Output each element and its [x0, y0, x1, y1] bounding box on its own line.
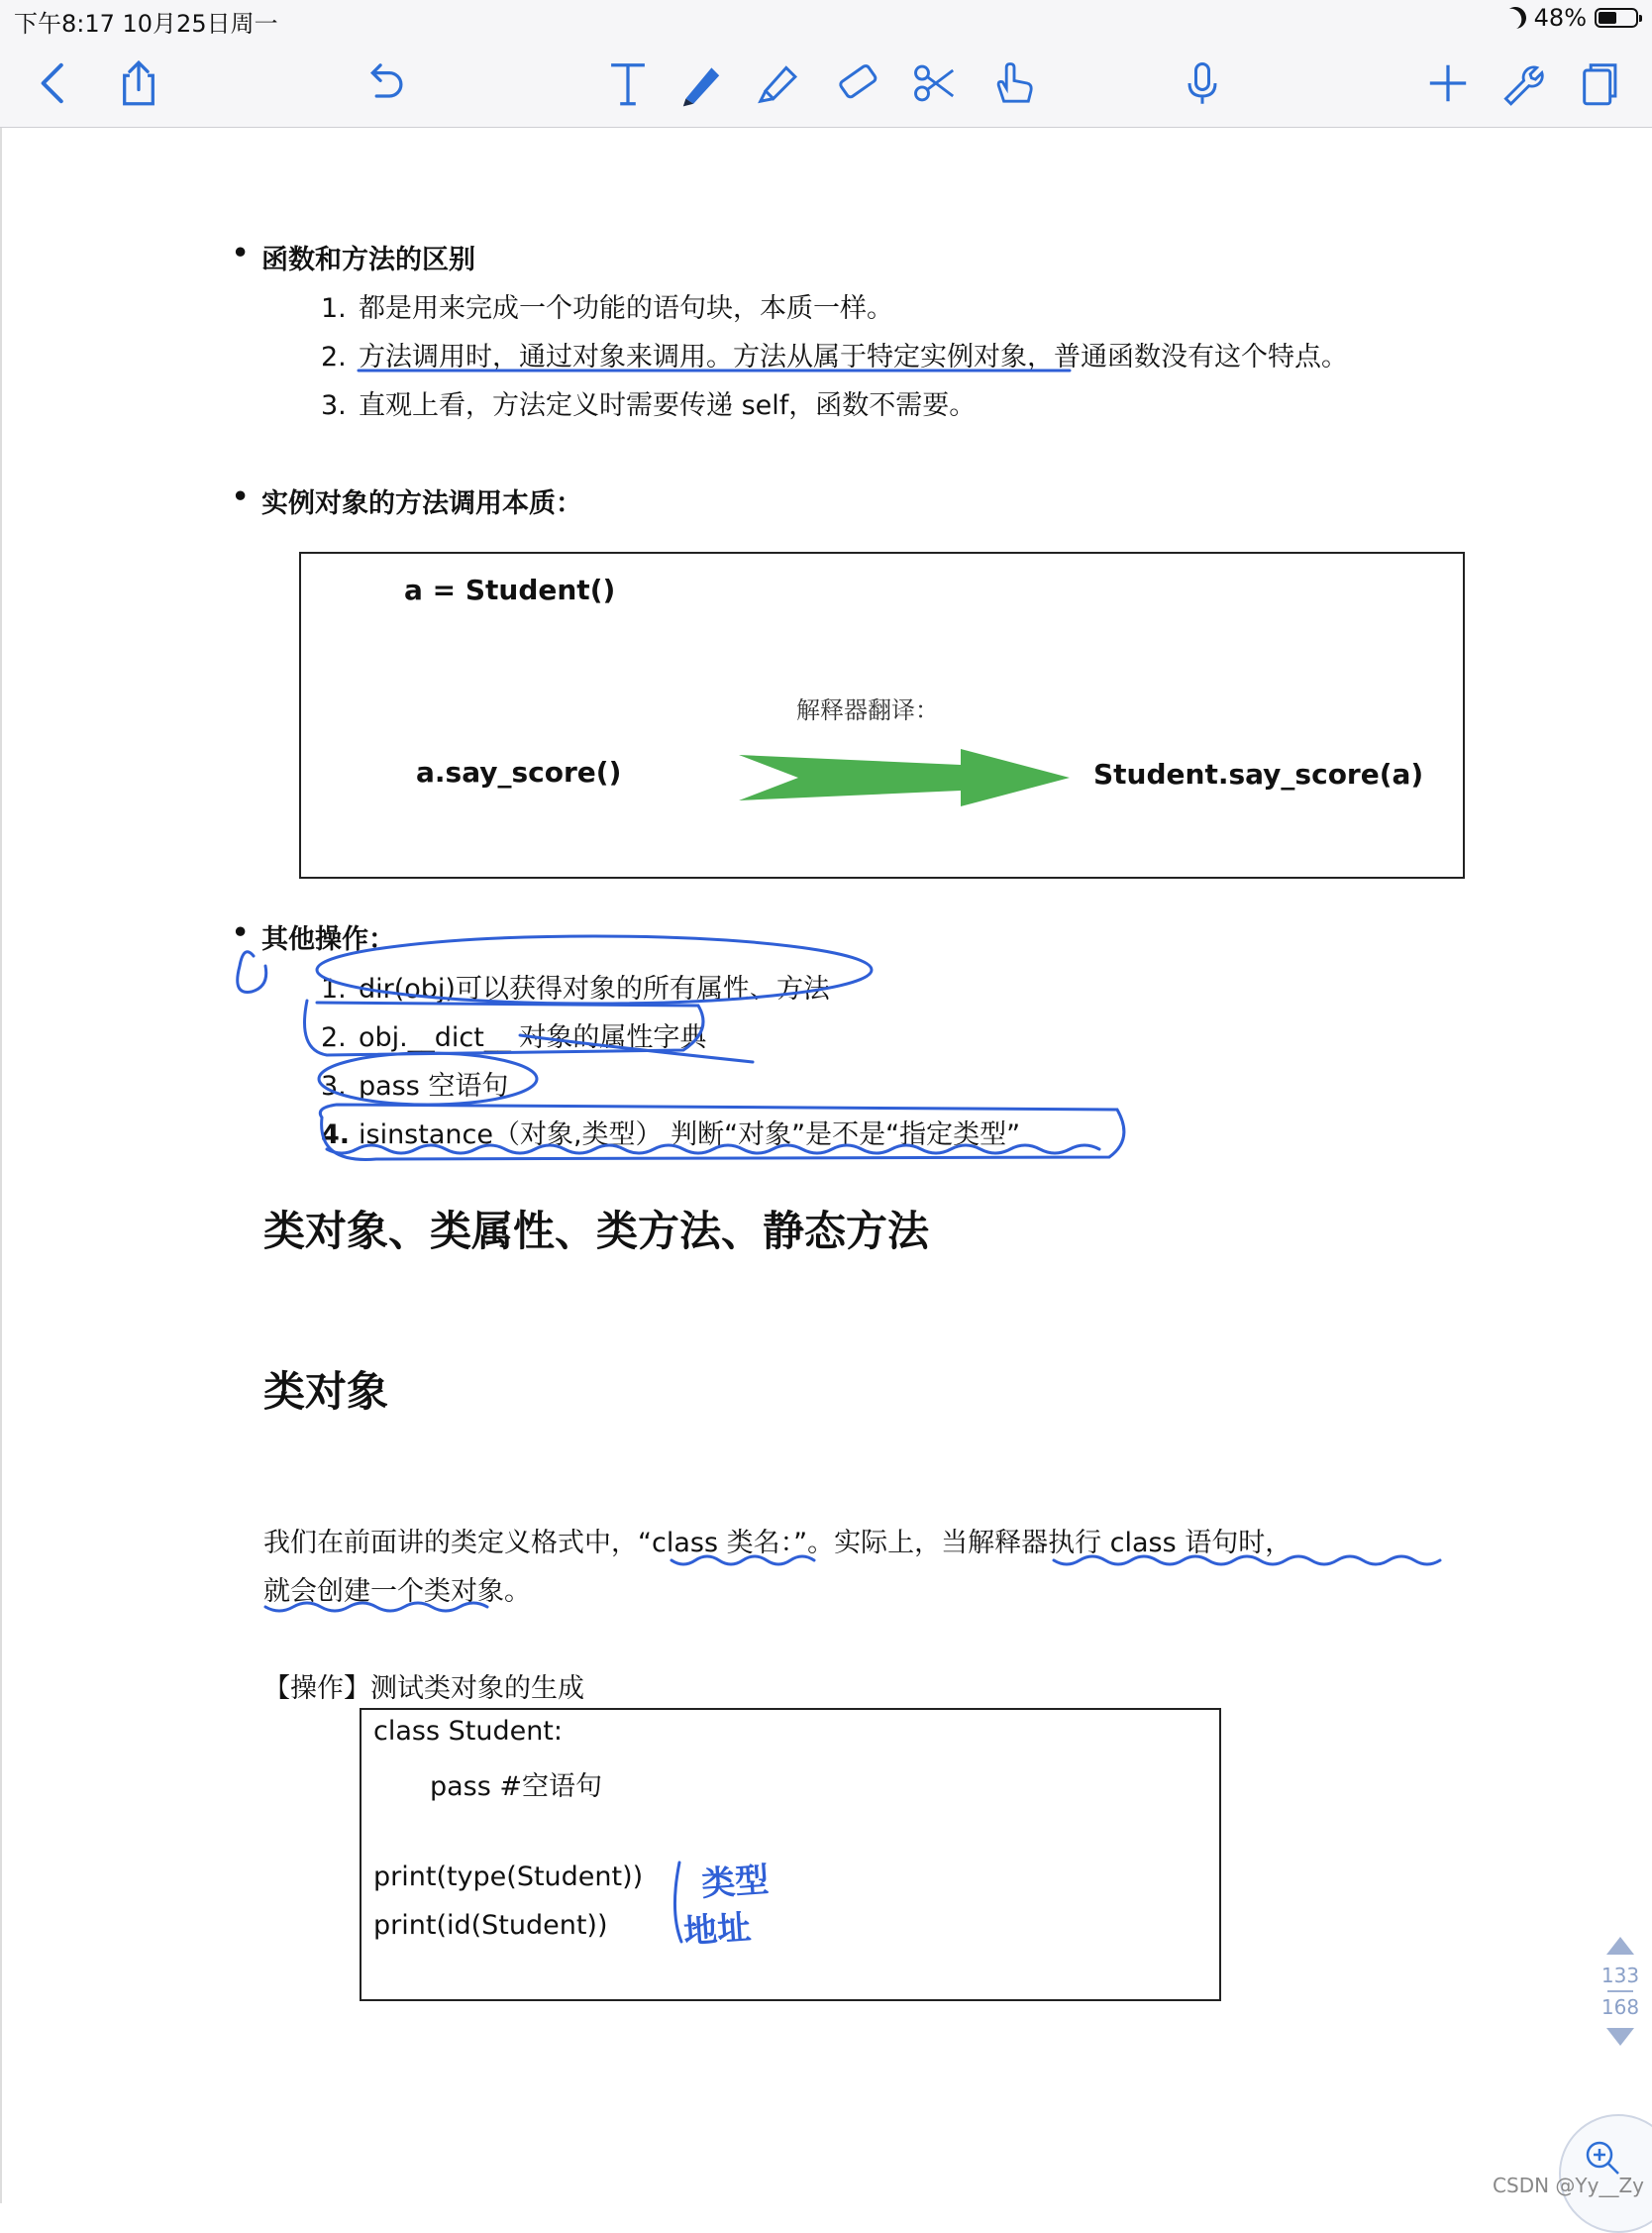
list-item: 1. 都是用来完成一个功能的语句块，本质一样。	[321, 293, 893, 324]
code-instance-creation: a = Student()	[404, 574, 616, 606]
zoom-in-icon	[1583, 2138, 1622, 2178]
current-page-number: 133	[1600, 1964, 1640, 1987]
handwritten-note: 地址	[681, 1907, 753, 1953]
page-indicator[interactable]	[1600, 1937, 1640, 2046]
code-line: print(type(Student))	[373, 1861, 644, 1892]
settings-wrench-icon[interactable]	[1492, 53, 1551, 113]
battery-icon	[1595, 8, 1638, 28]
watermark: CSDN @Yy__Zy	[1493, 2174, 1644, 2197]
undo-icon[interactable]	[355, 53, 414, 113]
pages-icon[interactable]	[1569, 53, 1628, 113]
share-icon[interactable]	[109, 53, 168, 113]
pen-icon[interactable]	[671, 53, 731, 113]
list-item: 4. isinstance（对象,类型） 判断“对象”是不是“指定类型”	[321, 1119, 1021, 1150]
page-up-icon[interactable]	[1606, 1937, 1634, 1955]
code-line: pass #空语句	[430, 1771, 603, 1802]
back-icon[interactable]	[24, 53, 83, 113]
list-item: 2. obj.__dict__ 对象的属性字典	[321, 1022, 707, 1053]
status-bar	[0, 0, 1652, 40]
text-tool-icon[interactable]	[598, 53, 658, 113]
list-item: 3. 直观上看，方法定义时需要传递 self，函数不需要。	[321, 390, 977, 421]
code-line: class Student:	[373, 1716, 563, 1747]
section-heading-functions-vs-methods: • 函数和方法的区别	[261, 238, 475, 276]
interpreter-translate-label: 解释器翻译：	[796, 696, 939, 724]
microphone-icon[interactable]	[1173, 53, 1232, 113]
hand-icon[interactable]	[984, 53, 1044, 113]
battery-percent: 48%	[1533, 4, 1587, 32]
code-instance-call: a.say_score()	[416, 756, 622, 789]
paragraph-line-1: 我们在前面讲的类定义格式中，“class 类名：”。实际上，当解释器执行 class 语句时，	[263, 1528, 1292, 1558]
lasso-scissors-icon[interactable]	[905, 53, 965, 113]
highlighter-icon[interactable]	[749, 53, 808, 113]
code-class-call: Student.say_score(a)	[1093, 758, 1424, 791]
handwritten-note: 类型	[699, 1860, 771, 1905]
page-down-icon[interactable]	[1606, 2028, 1634, 2046]
list-item: 2. 方法调用时，通过对象来调用。方法从属于特定实例对象，普通函数没有这个特点。	[321, 342, 1348, 372]
toolbar	[0, 40, 1652, 128]
heading-class-topics: 类对象、类属性、类方法、静态方法	[263, 1207, 930, 1255]
section-heading-other-operations: • 其他操作：	[261, 917, 395, 956]
eraser-icon[interactable]	[828, 53, 887, 113]
total-page-number: 168	[1600, 1995, 1640, 2019]
heading-class-object: 类对象	[263, 1367, 389, 1416]
translation-arrow	[737, 749, 1070, 806]
add-icon[interactable]	[1418, 53, 1478, 113]
list-item: 1. dir(obj)可以获得对象的所有属性、方法	[321, 974, 830, 1005]
operation-title: 【操作】测试类对象的生成	[263, 1673, 584, 1704]
code-block	[360, 1708, 1221, 2001]
moon-icon	[1501, 4, 1529, 32]
section-heading-method-call: • 实例对象的方法调用本质：	[261, 481, 582, 520]
status-right	[1504, 4, 1638, 32]
status-time-date: 下午8:17 10月25日周一	[14, 10, 278, 38]
paragraph-line-2: 就会创建一个类对象。	[263, 1576, 531, 1607]
code-line: print(id(Student))	[373, 1910, 608, 1941]
list-item: 3. pass 空语句	[321, 1071, 509, 1102]
